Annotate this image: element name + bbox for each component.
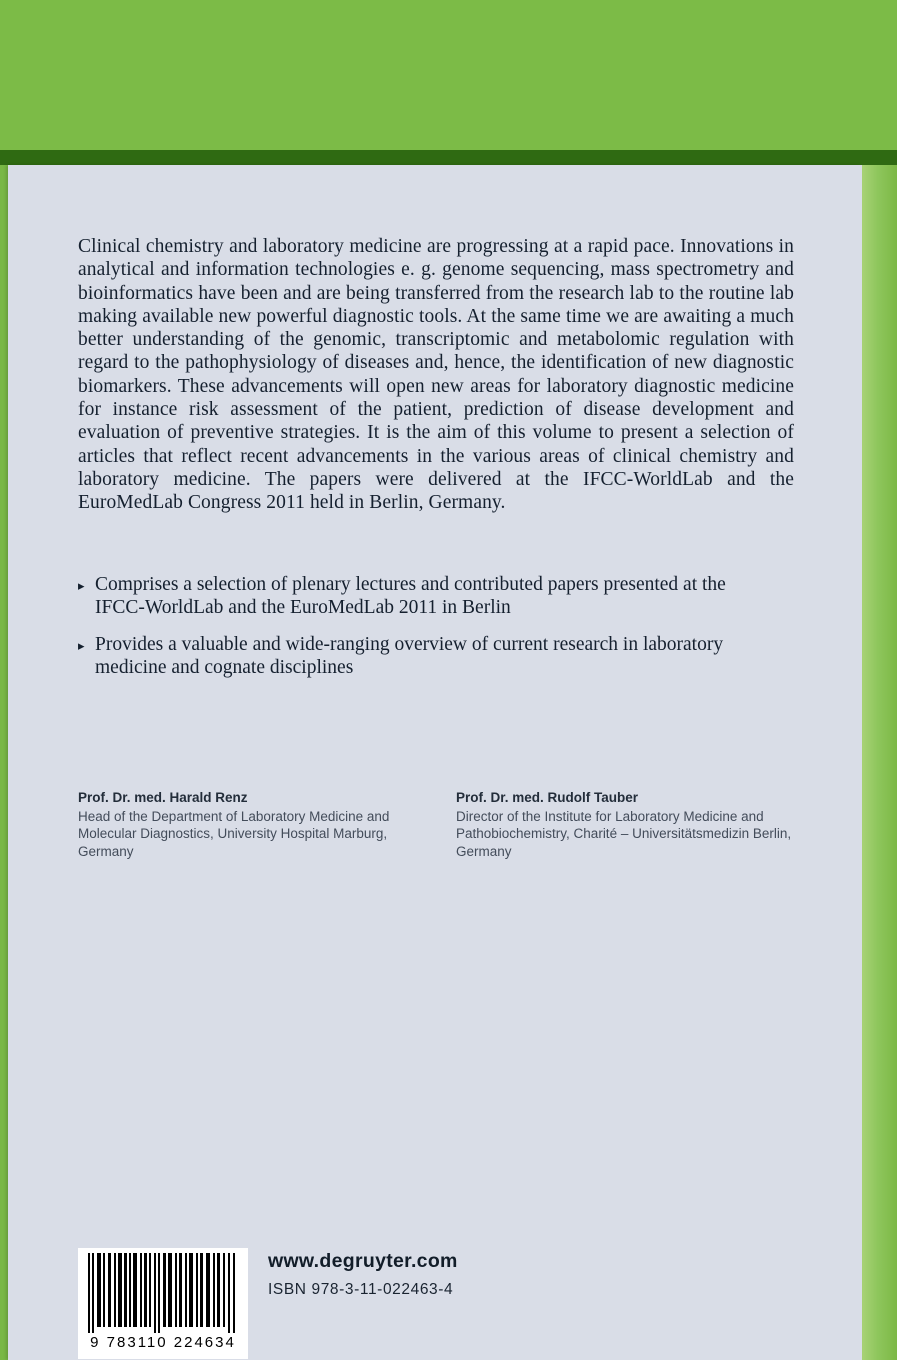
editor-affiliation: Head of the Department of Laboratory Medicine and Molecular Diagnostics, University Hospital Marburg, Germany (78, 808, 390, 859)
isbn-label: ISBN 978-3-11-022463-4 (268, 1281, 454, 1298)
highlights-list (78, 573, 778, 692)
publisher-website: www.degruyter.com (268, 1250, 458, 1272)
editor-left (78, 789, 430, 860)
cover-panel (8, 165, 862, 1360)
book-page-edge-highlight (862, 165, 897, 1360)
editor-right (456, 789, 808, 860)
editor-affiliation: Director of the Institute for Laboratory Medicine and Pathobiochemistry, Charité – Universitätsmedizin Berlin, Germany (456, 808, 792, 859)
bullet-text: Comprises a selection of plenary lectures and contributed papers presented at the IFCC-WorldLab and the EuroMedLab 2011 in Berlin (95, 574, 726, 619)
cover-top-shadow-strip (0, 150, 897, 165)
bullet-text: Provides a valuable and wide-ranging overview of current research in laboratory medicine and cognate disciplines (95, 633, 724, 678)
footer (78, 1248, 798, 1359)
barcode (78, 1248, 248, 1359)
editors-section (78, 789, 808, 860)
book-description: Clinical chemistry and laboratory medicine are progressing at a rapid pace. Innovations in analytical and information technologies e. g. genome sequencing, mass spectrometry and bioinformatics have been and are being transferred from the research lab to the routine lab making available new powerful diagnostic tools. At the same time we are awaiting a much better understanding of the genomic, transcriptomic and metabolomic regulation with regard to the pathophysiology of diseases and, hence, the identification of new diagnostic biomarkers. These advancements will open new areas for laboratory diagnostic medicine for instance risk assessment of the patient, prediction of disease development and evaluation of preventive strategies. It is the aim of this volume to present a selection of articles that reflect recent advancements in the various areas of clinical chemistry and laboratory medicine. The papers were delivered at the IFCC-WorldLab and the EuroMedLab Congress 2011 held in Berlin, Germany. (78, 236, 794, 514)
triangle-bullet-icon: ▸ (78, 637, 85, 653)
barcode-number: 9 783110 224634 (90, 1334, 236, 1351)
publisher-info (268, 1248, 458, 1299)
list-item (78, 633, 778, 680)
triangle-bullet-icon: ▸ (78, 578, 85, 593)
barcode-bars-icon (87, 1253, 239, 1333)
list-item (78, 573, 778, 620)
top-green-band (0, 0, 897, 150)
editor-name: Prof. Dr. med. Rudolf Tauber (456, 790, 639, 805)
editor-name: Prof. Dr. med. Harald Renz (78, 790, 248, 805)
